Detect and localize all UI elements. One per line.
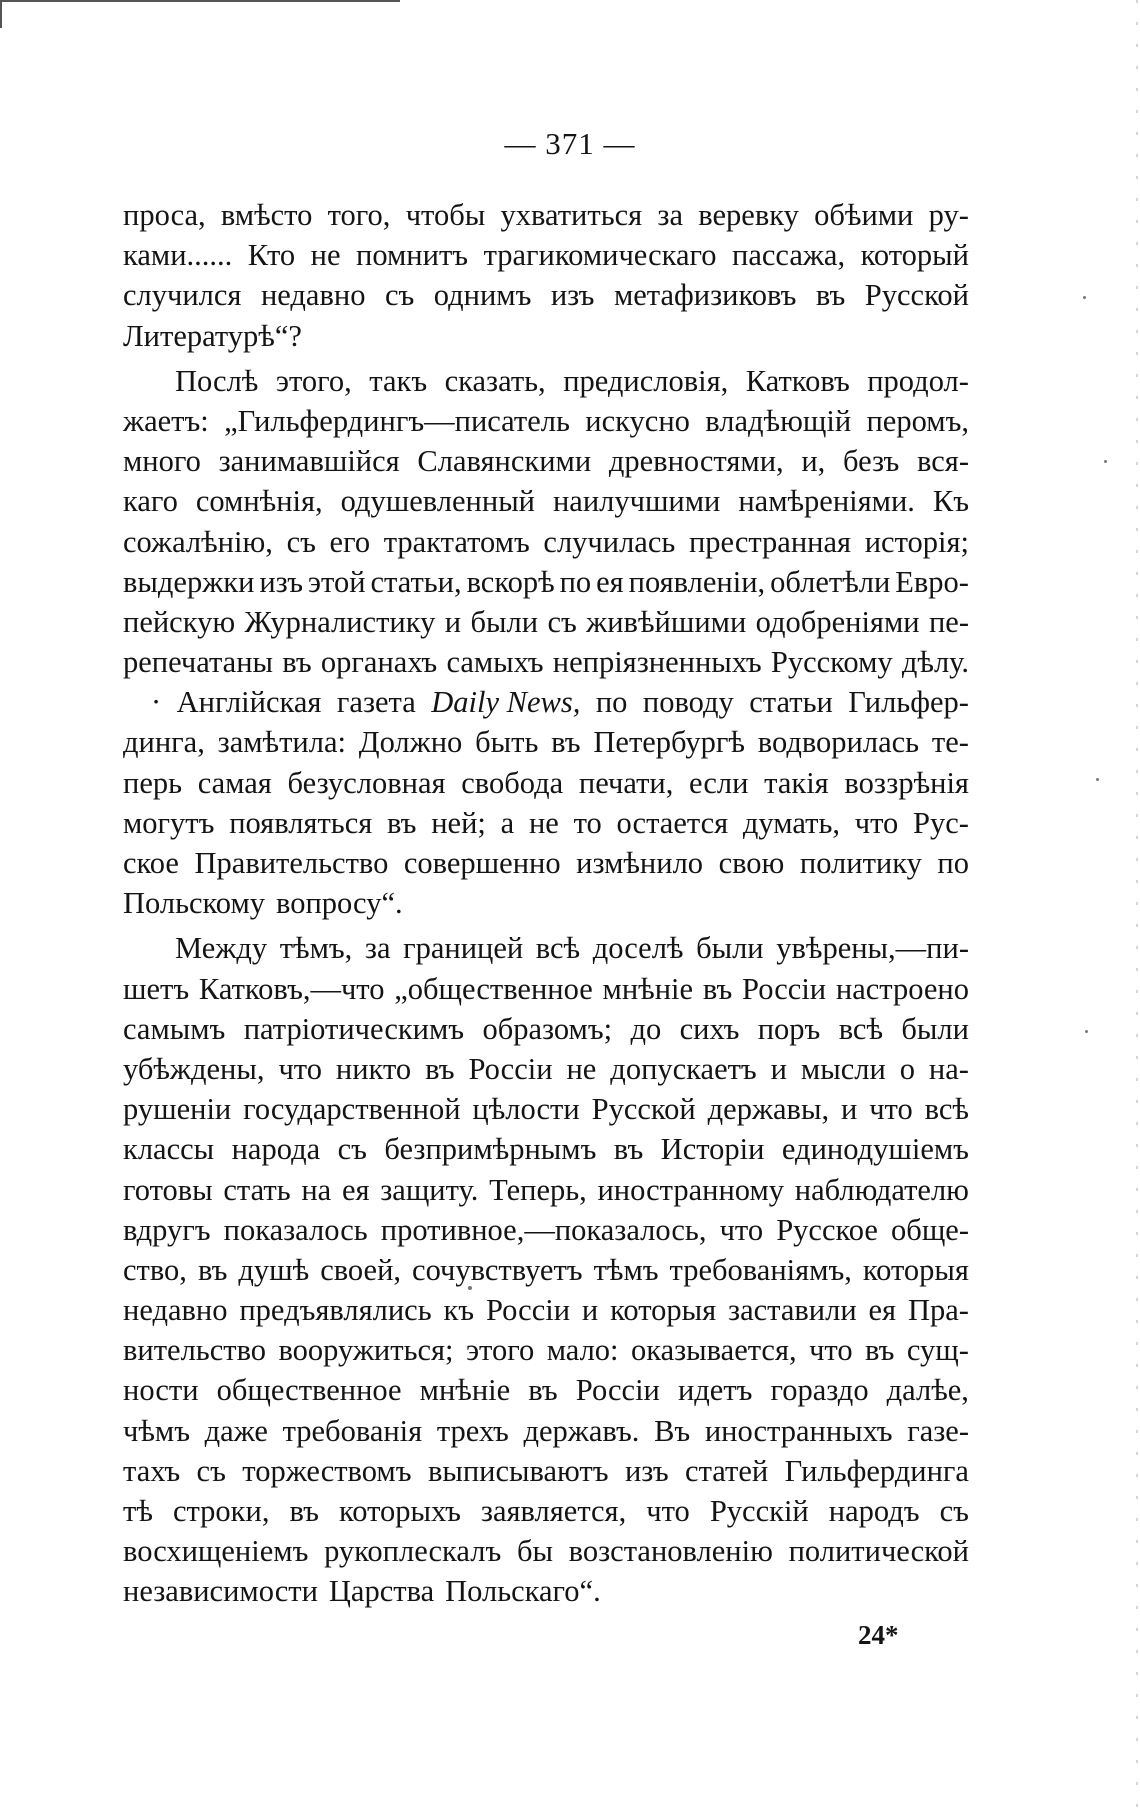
word: Литературѣ“? — [123, 318, 302, 353]
word: народа — [231, 1132, 321, 1167]
word: тѣ — [123, 1494, 153, 1528]
word: и — [444, 604, 462, 639]
word: шетъ — [123, 971, 190, 1006]
word: появляться — [229, 805, 373, 840]
word: требованія — [282, 1413, 423, 1448]
word: гораздо — [770, 1373, 869, 1408]
word: по — [559, 564, 592, 599]
text-line — [123, 1370, 969, 1410]
word: Россіи — [468, 1051, 553, 1086]
word: жаетъ: — [123, 403, 209, 438]
word: трехъ — [436, 1413, 509, 1448]
word: ея — [596, 564, 624, 599]
text-line — [123, 1491, 969, 1531]
word: заставили — [728, 1293, 857, 1328]
word: общественное — [216, 1373, 402, 1408]
word: вдругъ — [123, 1212, 211, 1247]
word: на- — [928, 1051, 969, 1086]
word: на — [301, 1172, 332, 1207]
word: рукоплескалъ — [324, 1534, 502, 1569]
word: тѣмъ, — [279, 931, 353, 966]
word: Правительство — [194, 846, 389, 880]
page-edge-right — [1136, 0, 1138, 1819]
text-line — [123, 1571, 969, 1611]
word: недавно — [123, 1293, 228, 1328]
word: намѣреніями. — [738, 484, 915, 519]
word: свобода — [461, 765, 564, 800]
word: иностранному — [597, 1172, 785, 1207]
word: мнѣніе — [419, 1373, 511, 1408]
word: идетъ — [677, 1373, 753, 1408]
word: восхищеніемъ — [123, 1534, 309, 1569]
word: искусно — [585, 403, 690, 438]
word: остается — [616, 805, 729, 840]
word: показалось — [223, 1212, 368, 1247]
word: не — [528, 805, 559, 840]
word: перомъ, — [866, 403, 969, 438]
word: всѣ — [535, 931, 581, 966]
word: доселѣ — [592, 931, 684, 966]
page-edge-left — [0, 0, 2, 28]
word: Россіи — [742, 971, 827, 1006]
word: съ — [939, 1494, 969, 1528]
word: „Гильфердингъ—писатель — [224, 403, 570, 438]
word: возстановленію — [568, 1534, 773, 1569]
word: ками...... — [123, 238, 233, 273]
signature-mark: 24* — [858, 1620, 899, 1650]
word: занимавшійся — [218, 444, 400, 479]
word: что — [646, 1494, 690, 1528]
word: измѣнило — [576, 846, 704, 880]
word: классы — [123, 1132, 215, 1167]
text-line — [123, 1049, 969, 1089]
text-line — [123, 235, 969, 275]
word: облетѣли — [770, 564, 891, 599]
word: своей, — [320, 1252, 402, 1287]
word: которыхъ — [338, 1494, 461, 1528]
word: въ — [702, 971, 733, 1006]
word: наблюдателю — [794, 1172, 969, 1207]
word: могутъ — [123, 805, 215, 840]
word: поводу — [642, 685, 734, 720]
word: политической — [788, 1534, 969, 1569]
scan-speck — [1104, 460, 1107, 463]
word: Журналистику — [244, 604, 436, 639]
word: Русское — [776, 1212, 878, 1247]
text-line — [123, 1330, 969, 1370]
word: Петербургѣ — [593, 725, 745, 760]
word: цѣлости — [472, 1092, 580, 1127]
word: Послѣ — [175, 363, 259, 398]
word: проса, — [123, 198, 206, 232]
word: не — [310, 238, 341, 273]
word: который — [860, 238, 969, 273]
word: статьи, — [370, 564, 462, 599]
word: каго — [123, 484, 178, 519]
word: замѣтила: — [217, 725, 346, 760]
word: защиту. — [380, 1172, 479, 1207]
word: те- — [931, 725, 969, 760]
word: обѣими — [814, 198, 914, 232]
word: Катковъ,—что — [198, 971, 385, 1006]
word: были — [696, 931, 764, 966]
word: пе- — [928, 604, 969, 639]
word: Русской — [864, 278, 969, 313]
word: въ — [289, 1494, 319, 1528]
text-line — [123, 1170, 969, 1210]
word: требованіямъ, — [669, 1252, 852, 1287]
word: съ — [337, 1132, 367, 1167]
text-line — [123, 441, 969, 481]
word: этого, — [275, 363, 352, 398]
word: дѣлу. — [901, 645, 969, 680]
word: сказать, — [444, 363, 546, 398]
text-line — [123, 1009, 969, 1049]
text-line — [123, 1290, 969, 1330]
text-line — [123, 763, 969, 803]
word: такія — [764, 765, 829, 800]
word: древностями, — [608, 444, 784, 479]
word: самымъ — [123, 1011, 226, 1046]
word: если — [689, 765, 749, 800]
word: Должно — [358, 725, 463, 760]
word: народъ — [828, 1494, 920, 1528]
word: ней; — [431, 805, 486, 840]
word: безпримѣрнымъ — [384, 1132, 597, 1167]
text-line — [123, 682, 969, 722]
text-line — [123, 722, 969, 762]
word: образомъ; — [482, 1011, 613, 1046]
word: Рус- — [913, 805, 969, 840]
word: Пра- — [907, 1293, 969, 1328]
word: за — [657, 198, 684, 232]
word: ухватиться — [500, 198, 643, 232]
word: державъ. — [523, 1413, 640, 1448]
word: по — [595, 685, 628, 720]
word: всѣ — [838, 1011, 884, 1046]
word: „общественное — [394, 971, 593, 1006]
word: и — [770, 1051, 787, 1086]
word: этого — [465, 1333, 535, 1368]
word: случился — [123, 278, 242, 313]
word: что — [719, 1212, 764, 1247]
text-line — [123, 602, 969, 642]
word: въ — [528, 1373, 558, 1408]
text-line — [123, 883, 969, 923]
word: за — [364, 931, 391, 966]
word: пассажа, — [732, 238, 846, 273]
word: стать — [223, 1172, 291, 1207]
scan-speck — [1096, 778, 1099, 781]
word: что — [278, 1051, 322, 1086]
word: одобреніями — [755, 604, 920, 639]
word: никто — [335, 1051, 412, 1086]
word: думать, — [742, 805, 840, 840]
word: чѣмъ — [123, 1413, 190, 1448]
word: самыхъ — [446, 645, 544, 680]
word: мало: — [546, 1333, 619, 1368]
text-line — [123, 642, 969, 682]
text-line — [123, 361, 969, 401]
word: и — [581, 1293, 599, 1328]
word: а — [500, 805, 515, 840]
word: Русскій — [709, 1494, 809, 1528]
word: газета — [336, 685, 416, 720]
word: были — [901, 1011, 969, 1046]
text-line — [123, 1531, 969, 1571]
text-line — [123, 1451, 969, 1491]
word: воззрѣнія — [844, 765, 969, 800]
word: бы — [516, 1534, 553, 1569]
word: ея — [341, 1172, 370, 1207]
word: веревку — [698, 198, 799, 232]
word: даже — [204, 1413, 268, 1448]
word: Кто — [247, 238, 296, 273]
word: единодушіемъ — [781, 1132, 969, 1167]
text-line — [123, 401, 969, 441]
word: границей — [403, 931, 524, 966]
word: чтобы — [405, 198, 486, 232]
word: Россіи — [575, 1373, 660, 1408]
word: въ — [815, 278, 846, 313]
word: иностранныхъ — [704, 1413, 893, 1448]
word: которыя — [610, 1293, 717, 1328]
text-line — [123, 522, 969, 562]
word: патріотическимъ — [243, 1011, 465, 1046]
word: Англійская — [176, 685, 322, 720]
word: Между — [175, 931, 268, 966]
word: динга, — [123, 725, 205, 760]
word: вся- — [917, 444, 969, 479]
word: быть — [475, 725, 539, 760]
word: помнитъ — [356, 238, 469, 273]
word: Къ — [932, 484, 969, 519]
word: не — [566, 1051, 597, 1086]
word: предъявлялись — [239, 1293, 432, 1328]
word: поръ — [757, 1011, 821, 1046]
word: обще- — [891, 1212, 969, 1247]
word: · — [151, 685, 162, 720]
word: мысли — [800, 1051, 886, 1086]
word: владѣющій — [705, 403, 852, 438]
word: Польскому — [123, 886, 266, 921]
text-line — [123, 1411, 969, 1451]
text-line — [123, 481, 969, 521]
text-line — [123, 195, 969, 235]
page-number: — 371 — — [504, 126, 636, 161]
word: Славянскими — [417, 444, 592, 479]
word: Въ — [654, 1413, 691, 1448]
text-line — [123, 803, 969, 843]
word: статьи — [749, 685, 833, 720]
text-line — [123, 1250, 969, 1290]
word: ности — [123, 1373, 199, 1408]
word: сихъ — [679, 1011, 740, 1046]
text-line — [123, 1129, 969, 1169]
word: метафизиковъ — [613, 278, 797, 313]
word: трактатомъ — [383, 524, 530, 559]
word: душѣ — [238, 1252, 310, 1287]
word: всѣ — [924, 1092, 969, 1127]
word: въ — [387, 805, 417, 840]
word: Катковъ — [745, 363, 850, 398]
word: статей — [685, 1453, 769, 1488]
word: газе- — [907, 1413, 969, 1448]
word: настроено — [835, 971, 969, 1006]
word: Исторіи — [660, 1132, 765, 1167]
word: пейскую — [123, 604, 236, 639]
word: съ — [196, 1453, 226, 1488]
word: предисловія, — [563, 363, 729, 398]
scan-speck — [1083, 296, 1086, 299]
word: продол- — [867, 363, 969, 398]
word: вительство — [123, 1333, 267, 1368]
word: сомнѣнія, — [195, 484, 323, 519]
word: увѣрены,—пи- — [776, 931, 969, 966]
word: изъ — [624, 1453, 669, 1488]
word: мнѣніе — [602, 971, 694, 1006]
word: ру- — [928, 198, 969, 232]
word: репечатаны — [123, 645, 274, 680]
word: непріязненныхъ — [552, 645, 762, 680]
word: политику — [799, 846, 922, 880]
word: сочувствуетъ — [412, 1252, 583, 1287]
word: оказывается, — [630, 1333, 797, 1368]
text-line — [123, 969, 969, 1009]
word: допускаетъ — [610, 1051, 757, 1086]
word: то — [573, 805, 602, 840]
word: изъ — [550, 278, 595, 313]
word: однимъ — [433, 278, 532, 313]
word: трагикомическаго — [483, 238, 717, 273]
word: къ — [443, 1293, 475, 1328]
word: изъ — [259, 564, 303, 599]
word: перь — [123, 765, 183, 800]
word: въ — [197, 1252, 228, 1287]
word: въ — [425, 1051, 455, 1086]
word: убѣждены, — [123, 1051, 265, 1086]
word: самая — [197, 765, 272, 800]
word: тѣмъ — [593, 1252, 659, 1287]
word: совершенно — [403, 846, 561, 880]
scan-speck — [1085, 1030, 1088, 1033]
text-line — [123, 316, 969, 356]
word: водворилась — [757, 725, 920, 760]
word: до — [630, 1011, 662, 1046]
word: государственной — [243, 1092, 461, 1127]
word: готовы — [123, 1172, 213, 1207]
word: Русской — [591, 1092, 696, 1127]
word: вмѣсто — [220, 198, 313, 232]
word: исторія; — [864, 524, 969, 559]
word: въ — [865, 1333, 895, 1368]
page-edge-top — [0, 0, 400, 2]
word: случилась — [543, 524, 676, 559]
word: выдержки — [123, 564, 255, 599]
word: Царства — [328, 1574, 435, 1609]
word: которыя — [862, 1252, 969, 1287]
word: что — [869, 1092, 913, 1127]
word: Польскаго“. — [445, 1574, 601, 1609]
word: что — [809, 1333, 853, 1368]
body-text — [123, 195, 969, 1612]
word: ея — [868, 1293, 897, 1328]
word: тахъ — [123, 1453, 181, 1488]
word: одушевленный — [340, 484, 536, 519]
text-line — [123, 1089, 969, 1129]
word: появленіи, — [628, 564, 766, 599]
word: недавно — [260, 278, 366, 313]
word: были — [470, 604, 539, 639]
word: печати, — [578, 765, 674, 800]
word: его — [329, 524, 371, 559]
word: съ — [384, 278, 415, 313]
word: противное,—показалось, — [380, 1212, 707, 1247]
word: Россіи — [485, 1293, 571, 1328]
word: Теперь, — [489, 1172, 587, 1207]
text-line — [123, 562, 969, 602]
word: выписываютъ — [427, 1453, 609, 1488]
word: вопросу“. — [276, 886, 403, 921]
word: Гильфердинга — [784, 1453, 969, 1488]
word: рушеніи — [123, 1092, 232, 1127]
word: живѣйшими — [586, 604, 747, 639]
word: заявляется, — [480, 1494, 627, 1528]
word: торжествомъ — [242, 1453, 412, 1488]
word: съ — [547, 604, 577, 639]
word: въ — [282, 645, 312, 680]
word: ское — [123, 846, 179, 880]
word: что — [854, 805, 899, 840]
text-line — [123, 275, 969, 315]
word: органахъ — [320, 645, 438, 680]
word: сущ- — [906, 1333, 969, 1368]
word: престранная — [688, 524, 852, 559]
word: далѣе, — [886, 1373, 969, 1408]
word: сожалѣнію, — [123, 524, 273, 559]
word: наилучшими — [552, 484, 721, 519]
word: вооружиться; — [278, 1333, 454, 1368]
word: Евро- — [895, 564, 969, 599]
word: Гильфер- — [848, 685, 969, 720]
word: такъ — [369, 363, 428, 398]
text-line — [123, 928, 969, 968]
word: строки, — [172, 1494, 270, 1528]
word: съ — [286, 524, 316, 559]
word: Daily News, — [431, 685, 581, 720]
word: и, — [801, 444, 826, 479]
text-line — [123, 843, 969, 883]
word: независимости — [123, 1574, 318, 1609]
text-line — [123, 1210, 969, 1250]
word: того, — [327, 198, 391, 232]
word: много — [123, 444, 201, 479]
word: безусловная — [287, 765, 446, 800]
word: безъ — [843, 444, 900, 479]
word: ство, — [123, 1252, 187, 1287]
word: въ — [613, 1132, 644, 1167]
word: по — [937, 846, 969, 880]
word: о — [899, 1051, 915, 1086]
word: въ — [551, 725, 581, 760]
word: Русскому — [770, 645, 893, 680]
word: свою — [718, 846, 785, 880]
word: этой — [307, 564, 366, 599]
word: державы, — [707, 1092, 830, 1127]
word: вскорѣ — [466, 564, 555, 599]
word: и — [840, 1092, 858, 1127]
